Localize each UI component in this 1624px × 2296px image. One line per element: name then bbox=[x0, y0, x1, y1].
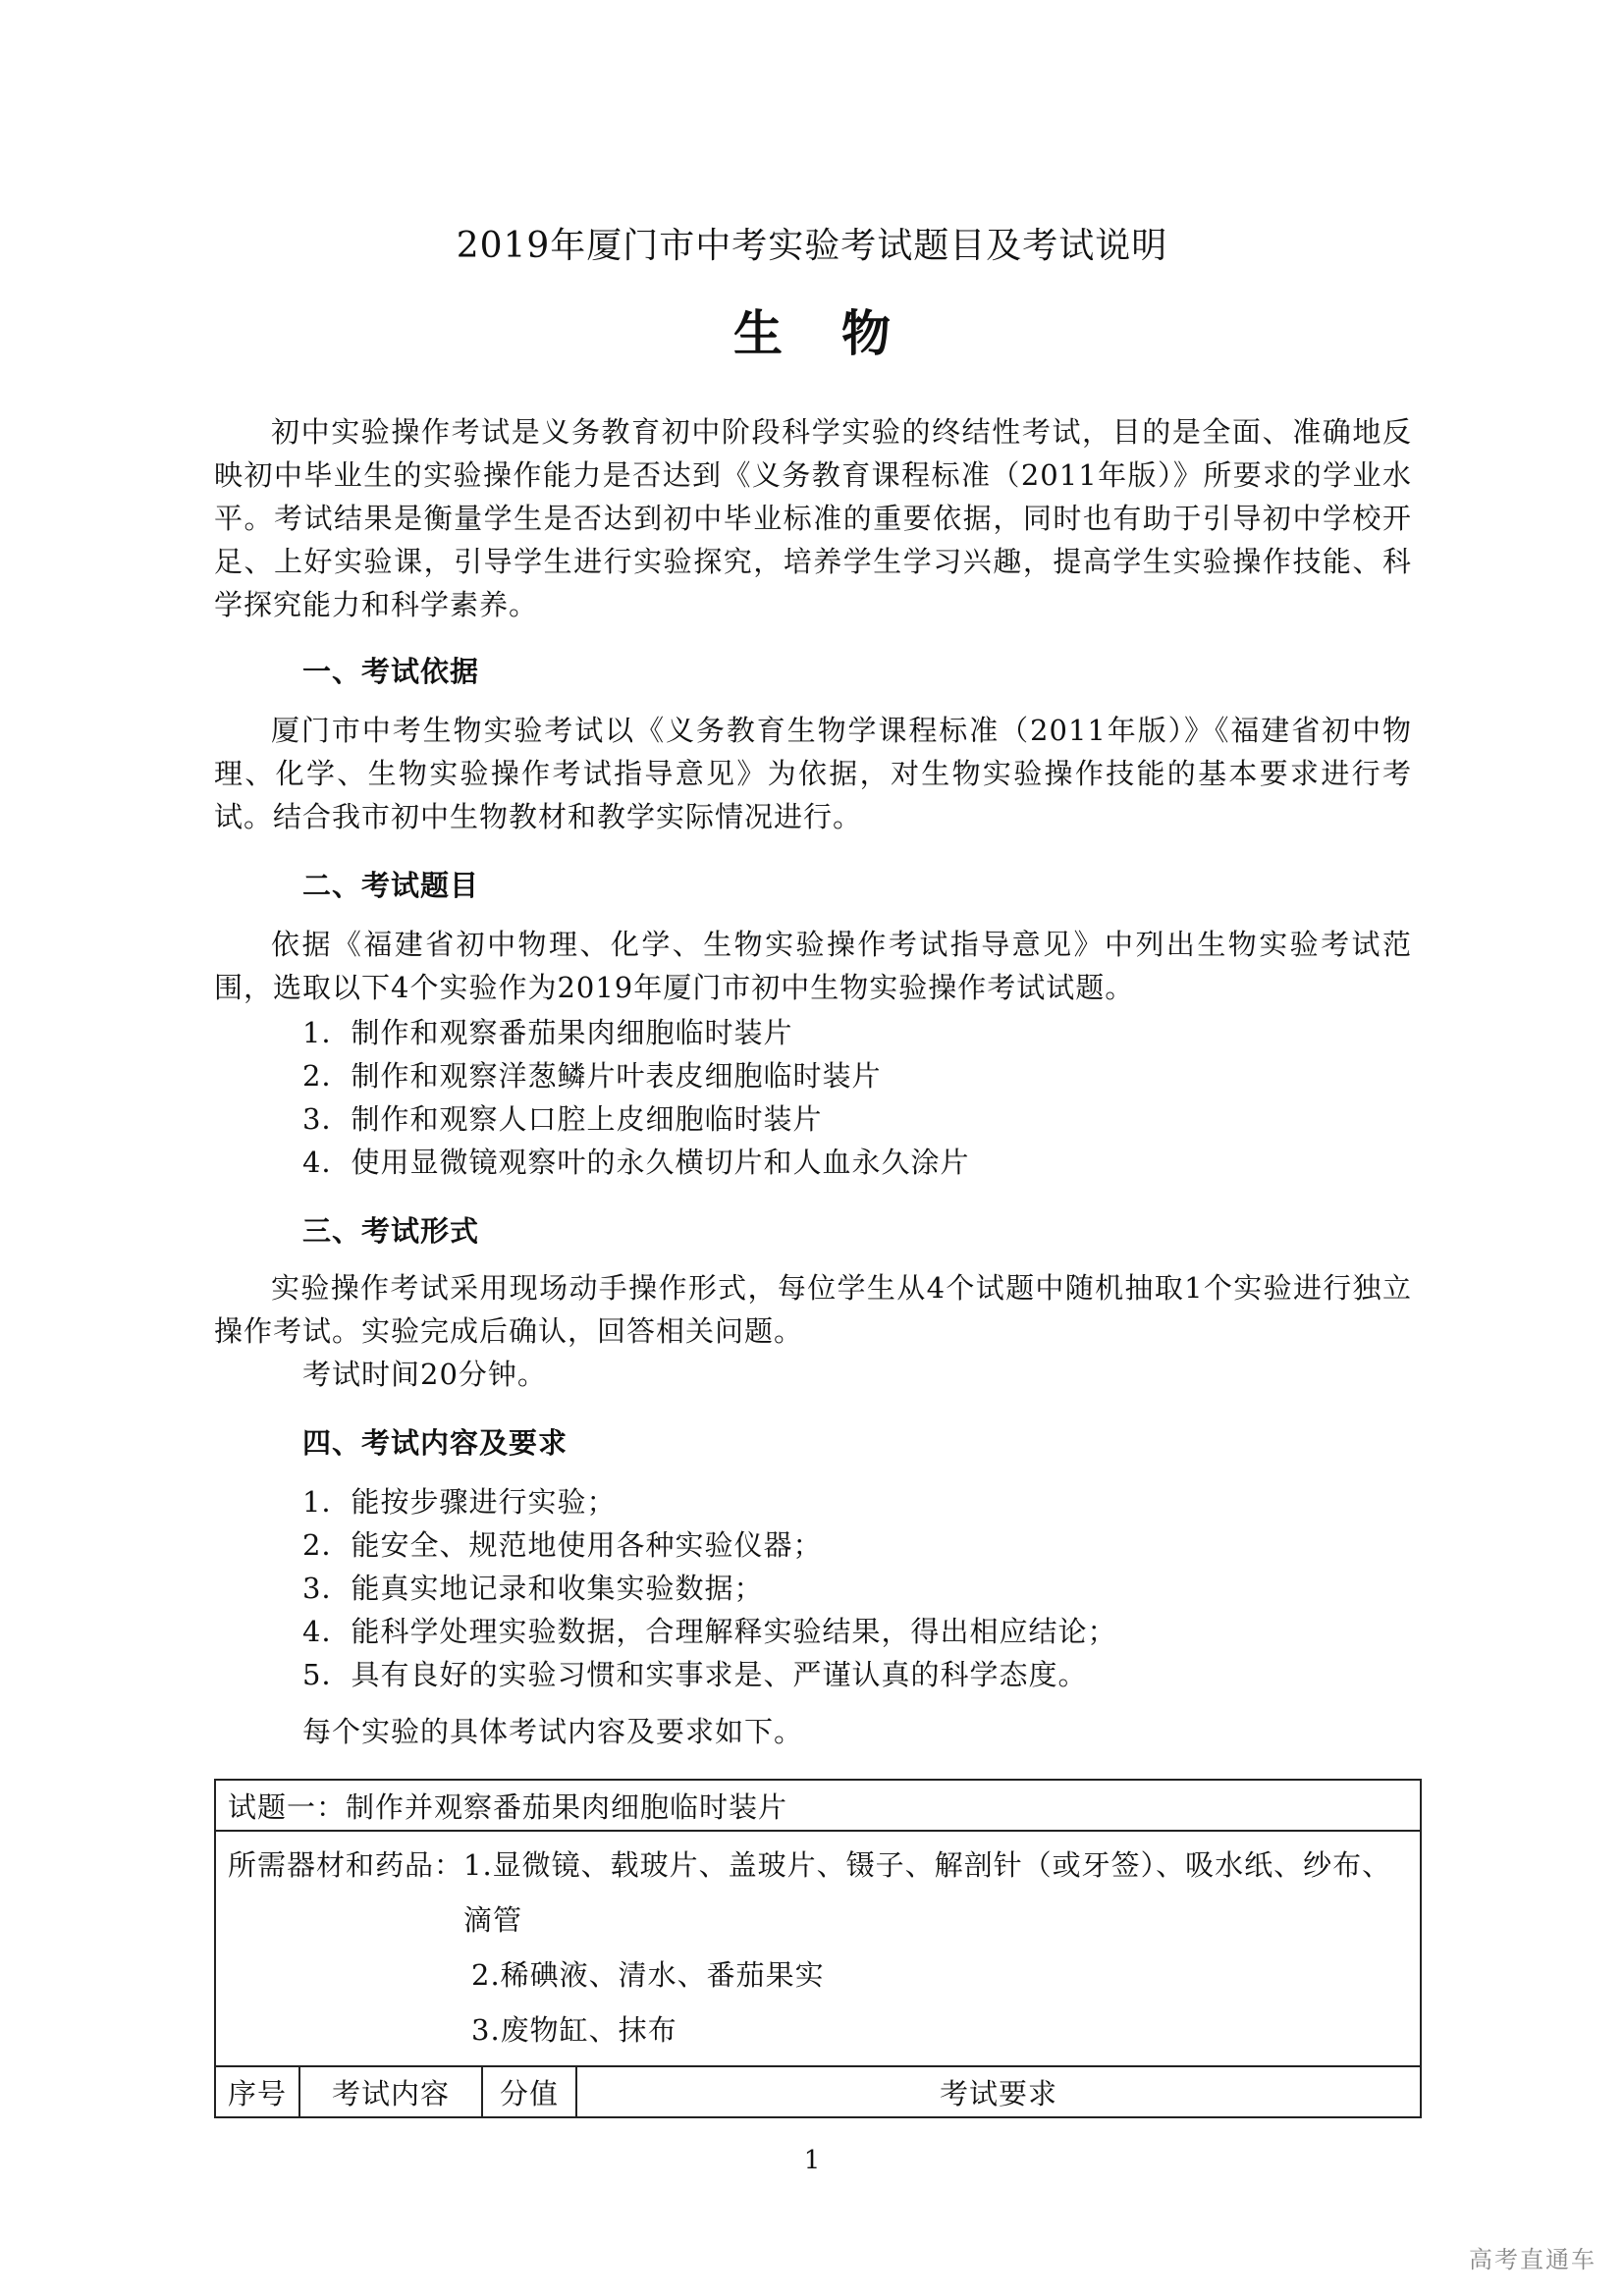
document-title: 2019年厦门市中考实验考试题目及考试说明 bbox=[456, 226, 1168, 266]
materials-item: 2.稀碘液、清水、番茄果实 bbox=[471, 1958, 825, 1992]
materials-line bbox=[228, 1838, 1408, 1948]
requirement-item: 3．能真实地记录和收集实验数据； bbox=[302, 1572, 764, 1605]
exam-time: 考试时间20分钟。 bbox=[302, 1358, 547, 1391]
table-header-row bbox=[215, 2066, 1421, 2117]
materials-item: 1.显微镜、载玻片、盖玻片、镊子、解剖针（或牙签）、吸水纸、纱布、滴管 bbox=[463, 1848, 1392, 1937]
page-number: 1 bbox=[803, 2146, 821, 2175]
section-heading-format: 三、考试形式 bbox=[302, 1214, 480, 1248]
exam-table bbox=[214, 1779, 1422, 2118]
intro-paragraph: 初中实验操作考试是义务教育初中阶段科学实验的终结性考试，目的是全面、准确地反映初中毕业生的实验操作能力是否达到《义务教育课程标准（2011年版）》所要求的学业水平。考试结果是衡量学生是否达到初中毕业标准的重要依据，同时也有助于引导初中学校开足、上好实验课，引导学生进行实验探究，培养学生学习兴趣，提高学生实验操作技能、科学探究能力和科学素养。 bbox=[214, 415, 1412, 621]
header-requirements: 考试要求 bbox=[576, 2066, 1421, 2117]
format-paragraph: 实验操作考试采用现场动手操作形式，每位学生从4个试题中随机抽取1个实验进行独立操作考试。实验完成后确认，回答相关问题。 bbox=[214, 1271, 1412, 1348]
section-heading-basis: 一、考试依据 bbox=[302, 655, 480, 688]
requirement-item: 2．能安全、规范地使用各种实验仪器； bbox=[302, 1528, 823, 1562]
header-score: 分值 bbox=[482, 2066, 576, 2117]
exam-title-row bbox=[215, 1780, 1421, 1831]
requirement-item: 5．具有良好的实验习惯和实事求是、严谨认真的科学态度。 bbox=[302, 1658, 1088, 1691]
topic-item: 1．制作和观察番茄果肉细胞临时装片 bbox=[302, 1016, 793, 1049]
closing-line: 每个实验的具体考试内容及要求如下。 bbox=[302, 1715, 804, 1748]
subject-heading: 生物 bbox=[733, 304, 949, 362]
requirement-item: 4．能科学处理实验数据，合理解释实验结果，得出相应结论； bbox=[302, 1615, 1117, 1648]
section-heading-topics: 二、考试题目 bbox=[302, 869, 480, 902]
materials-cell bbox=[215, 1831, 1421, 2066]
header-content: 考试内容 bbox=[299, 2066, 482, 2117]
topics-paragraph: 依据《福建省初中物理、化学、生物实验操作考试指导意见》中列出生物实验考试范围，选取以下4个实验作为2019年厦门市初中生物实验操作考试试题。 bbox=[214, 928, 1412, 1004]
materials-item: 3.废物缸、抹布 bbox=[471, 2013, 677, 2047]
exam-title-cell: 试题一：制作并观察番茄果肉细胞临时装片 bbox=[215, 1780, 1421, 1831]
watermark: 高考直通车 bbox=[1469, 2246, 1597, 2273]
materials-row bbox=[215, 1831, 1421, 2066]
requirement-item: 1．能按步骤进行实验； bbox=[302, 1485, 617, 1519]
header-index: 序号 bbox=[215, 2066, 299, 2117]
topic-item: 4．使用显微镜观察叶的永久横切片和人血永久涂片 bbox=[302, 1146, 970, 1179]
basis-paragraph: 厦门市中考生物实验考试以《义务教育生物学课程标准（2011年版）》《福建省初中物理、化学、生物实验操作考试指导意见》为依据，对生物实验操作技能的基本要求进行考试。结合我市初中生物教材和教学实际情况进行。 bbox=[214, 714, 1412, 833]
topic-item: 3．制作和观察人口腔上皮细胞临时装片 bbox=[302, 1102, 823, 1136]
topic-item: 2．制作和观察洋葱鳞片叶表皮细胞临时装片 bbox=[302, 1059, 882, 1093]
section-heading-content: 四、考试内容及要求 bbox=[302, 1426, 568, 1460]
materials-label: 所需器材和药品： bbox=[228, 1848, 464, 1882]
